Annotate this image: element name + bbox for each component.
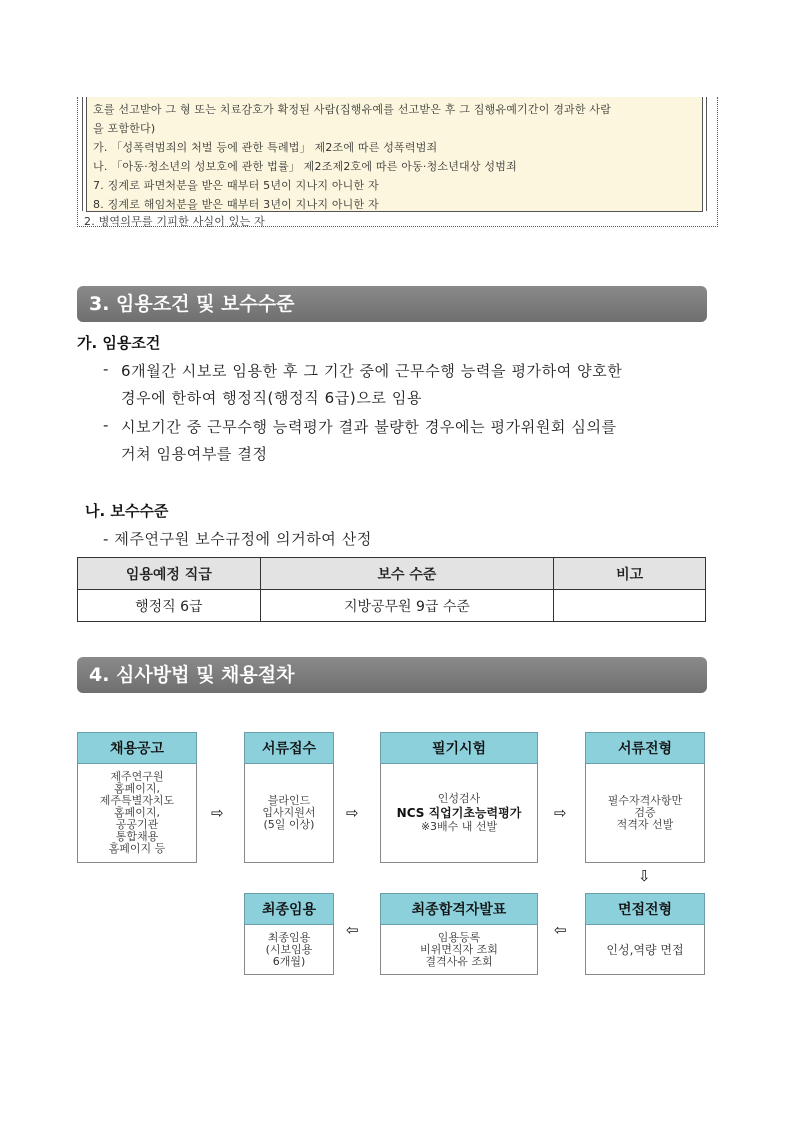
step-line: 공공기관 — [115, 818, 159, 831]
step-title: 서류전형 — [585, 732, 705, 764]
condition-text: 거쳐 임용여부를 결정 — [121, 445, 268, 463]
step-written-exam — [380, 732, 538, 863]
step-title: 최종합격자발표 — [380, 893, 538, 925]
step-line: 검증 — [634, 806, 656, 819]
step-title: 서류접수 — [244, 732, 334, 764]
eligibility-line: 가. 「성폭력범죄의 처벌 등에 관한 특례법」 제2조에 따른 성폭력범죄 — [93, 141, 438, 154]
eligibility-line: 8. 징계로 해임처분을 받은 때부터 3년이 지나지 아니한 자 — [93, 198, 379, 211]
step-line: 제주연구원 — [110, 770, 164, 783]
step-line: ※3배수 내 선발 — [420, 820, 498, 833]
eligibility-line: 7. 징계로 파면처분을 받은 때부터 5년이 지나지 아니한 자 — [93, 179, 379, 192]
employment-conditions-heading: 가. 임용조건 — [77, 334, 161, 352]
step-body — [380, 925, 538, 975]
step-job-posting — [77, 732, 197, 863]
salary-rule-text: - 제주연구원 보수규정에 의거하여 산정 — [103, 530, 372, 548]
arrow-right-icon: ⇨ — [346, 804, 359, 822]
step-final-announcement — [380, 893, 538, 975]
step-line: 블라인드 — [267, 794, 311, 807]
step-line: 입사지원서 — [262, 806, 316, 819]
arrow-down-icon: ⇩ — [638, 867, 651, 885]
condition-text: 시보기간 중 근무수행 능력평가 결과 불량한 경우에는 평가위원회 심의를 — [121, 418, 617, 436]
table-header: 보수 수준 — [260, 558, 554, 590]
section-4-header: 4. 심사방법 및 채용절차 — [77, 657, 707, 693]
table-header-row — [78, 558, 706, 590]
step-line: 결격사유 조회 — [425, 954, 493, 968]
step-body — [380, 764, 538, 863]
step-title: 최종임용 — [244, 893, 334, 925]
step-line: 최종임용 — [267, 930, 311, 944]
step-line: 인성검사 — [437, 792, 481, 805]
table-row — [78, 590, 706, 622]
step-body — [244, 764, 334, 863]
salary-table — [77, 557, 706, 622]
step-final-appointment — [244, 893, 334, 975]
step-application — [244, 732, 334, 863]
step-title: 필기시험 — [380, 732, 538, 764]
condition-text: 6개월간 시보로 임용한 후 그 기간 중에 근무수행 능력을 평가하여 양호한 — [121, 362, 623, 380]
section-3-header: 3. 임용조건 및 보수수준 — [77, 286, 707, 322]
table-cell: 지방공무원 9급 수준 — [260, 590, 554, 622]
step-body — [585, 925, 705, 975]
table-cell: 행정직 6급 — [78, 590, 261, 622]
step-line: (시보임용 — [265, 942, 313, 956]
step-line: 홈페이지, — [113, 782, 160, 795]
step-line: NCS 직업기초능력평가 — [396, 806, 522, 820]
arrow-left-icon: ⇦ — [346, 921, 359, 939]
eligibility-line: 나. 「아동·청소년의 성보호에 관한 법률」 제2조제2호에 따른 아동·청소년대상 성범죄 — [93, 160, 517, 173]
eligibility-line: 을 포함한다) — [93, 122, 156, 135]
bullet-dash: - — [103, 416, 109, 434]
eligibility-line-military: 2. 병역의무를 기피한 사실이 있는 자 — [84, 215, 265, 228]
table-header: 비고 — [554, 558, 706, 590]
bullet-dash: - — [103, 360, 109, 378]
step-interview — [585, 893, 705, 975]
step-document-screening — [585, 732, 705, 863]
step-line: 6개월) — [272, 954, 306, 968]
step-line: 홈페이지, — [113, 806, 160, 819]
step-line: 비위면직자 조회 — [420, 942, 498, 956]
step-line: 적격자 선발 — [616, 818, 674, 831]
step-line: 홈페이지 등 — [108, 842, 166, 855]
arrow-right-icon: ⇨ — [211, 804, 224, 822]
step-line: 인성,역량 면접 — [606, 942, 684, 957]
eligibility-line: 호를 선고받아 그 형 또는 치료감호가 확정된 사람(집행유예를 선고받은 후 그 집행유예기간이 경과한 사람 — [93, 103, 612, 116]
step-title: 면접전형 — [585, 893, 705, 925]
condition-text: 경우에 한하여 행정직(행정직 6급)으로 임용 — [121, 389, 423, 407]
step-body — [77, 764, 197, 863]
step-line: 통합채용 — [115, 830, 159, 843]
arrow-right-icon: ⇨ — [554, 804, 567, 822]
table-header: 임용예정 직급 — [78, 558, 261, 590]
salary-level-heading: 나. 보수수준 — [85, 502, 169, 520]
arrow-left-icon: ⇦ — [554, 921, 567, 939]
step-line: 필수자격사항만 — [607, 794, 683, 807]
step-title: 채용공고 — [77, 732, 197, 764]
table-cell — [554, 590, 706, 622]
step-line: 제주특별자치도 — [99, 794, 175, 807]
step-body — [244, 925, 334, 975]
step-line: 임용등록 — [437, 930, 481, 944]
step-line: (5일 이상) — [263, 818, 315, 831]
step-body — [585, 764, 705, 863]
